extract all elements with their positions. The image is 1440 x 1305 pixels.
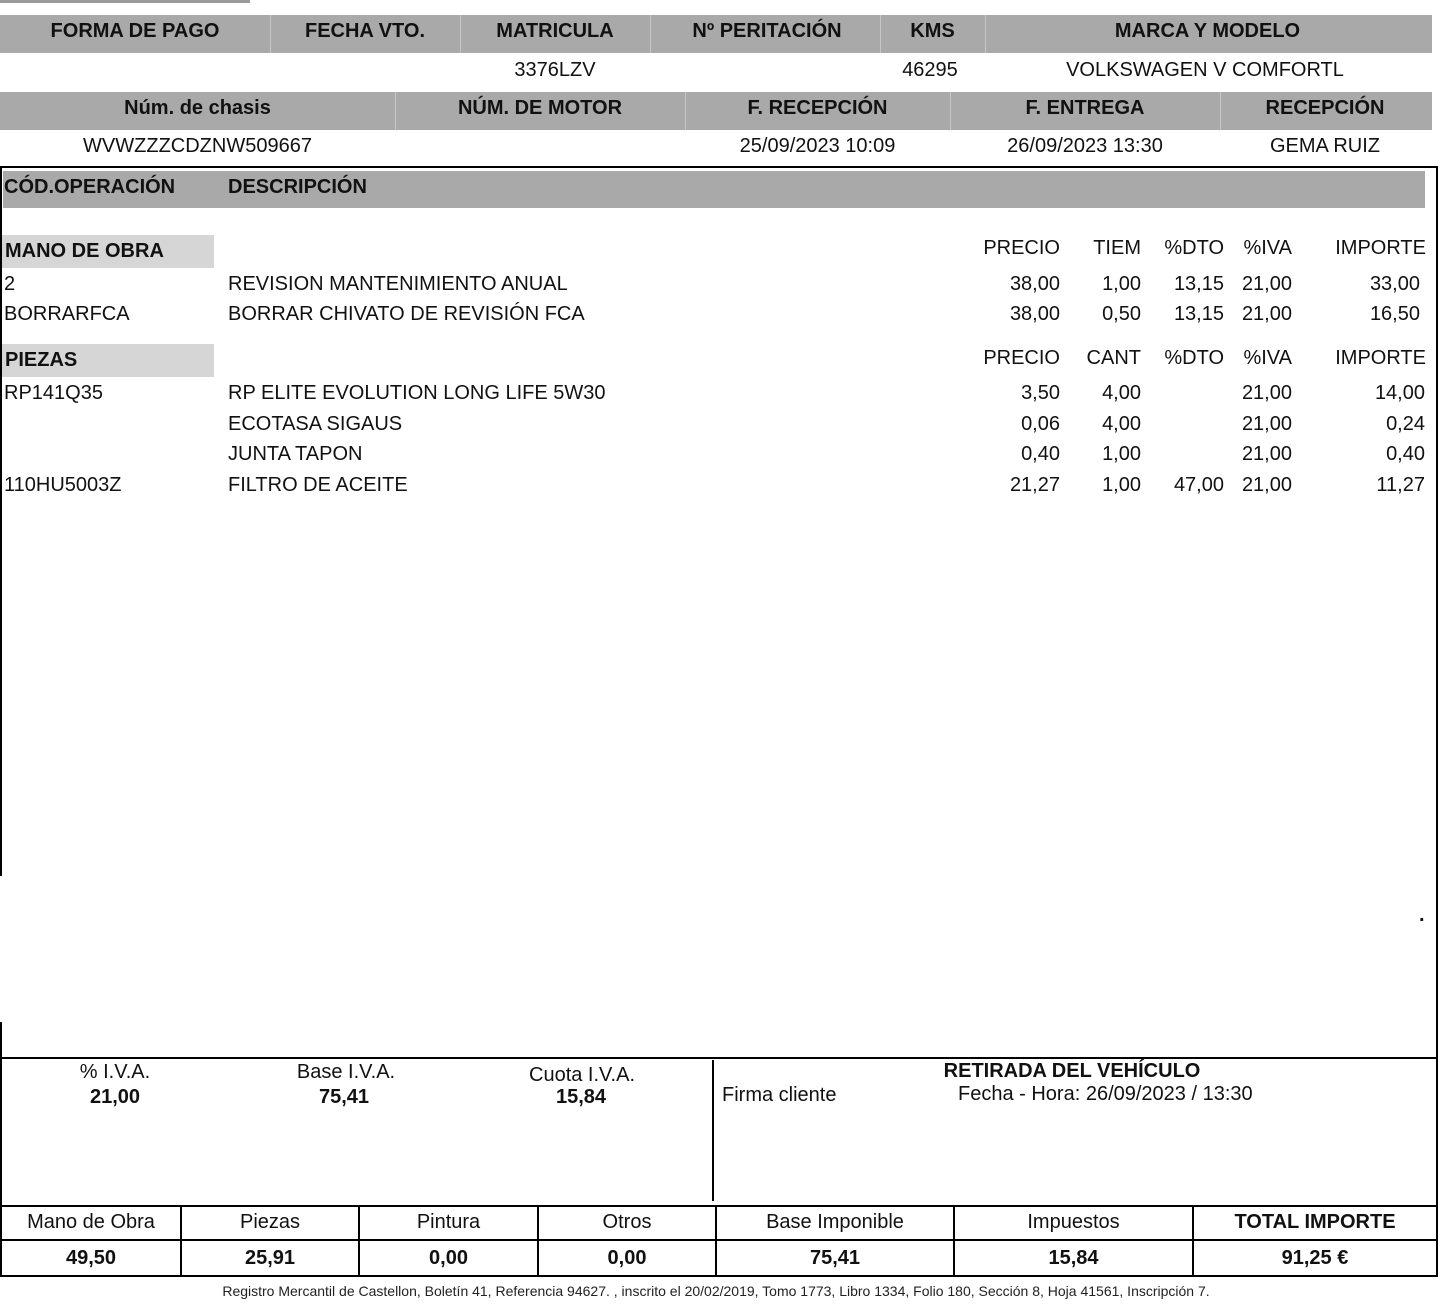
vat-pct-label: % I.V.A. — [79, 1061, 151, 1083]
part-code: 110HU5003Z — [4, 474, 122, 496]
vat-value: 21,00 — [1241, 443, 1292, 465]
grand-total-value: 91,25 € — [1281, 1247, 1349, 1269]
operation-code: 2 — [4, 273, 16, 295]
amount-value: 16,50 — [1369, 303, 1420, 325]
vat-value: 21,00 — [1241, 273, 1292, 295]
summary-right-rule — [1436, 1057, 1438, 1207]
summary-top-rule — [0, 1057, 1438, 1059]
parts-amount-header: IMPORTE — [1335, 347, 1426, 369]
plate-value: 3376LZV — [514, 59, 596, 81]
vat-value: 21,00 — [1241, 382, 1292, 404]
body-frame-left — [0, 1022, 2, 1058]
chassis-label: Núm. de chasis — [124, 97, 271, 119]
taxes-label: Impuestos — [1027, 1211, 1120, 1233]
body-frame-right — [1436, 166, 1438, 1058]
labor-total-label: Mano de Obra — [27, 1211, 155, 1233]
time-value: 1,00 — [1102, 273, 1141, 295]
totals-right-rule — [1436, 1205, 1438, 1277]
engine-number-label: NÚM. DE MOTOR — [457, 97, 623, 119]
taxable-base-value: 75,41 — [809, 1247, 861, 1269]
operation-description: BORRAR CHIVATO DE REVISIÓN FCA — [228, 303, 585, 325]
qty-value: 1,00 — [1102, 443, 1141, 465]
make-model-label: MARCA Y MODELO — [1114, 20, 1301, 42]
header-divider — [650, 15, 651, 53]
registry-footer: Registro Mercantil de Castellon, Boletín 41, Referencia 94627. , inscrito el 20/02/2019, Tomo 1773, Libro 1334, Folio 180, Sección 8, Hoja 41561, Inscripción 7. — [222, 1283, 1210, 1299]
part-code: RP141Q35 — [4, 382, 103, 404]
pickup-title: RETIRADA DEL VEHÍCULO — [943, 1060, 1201, 1082]
vat-quota-label: Cuota I.V.A. — [529, 1064, 635, 1086]
parts-section-title: PIEZAS — [2, 344, 214, 377]
price-value: 38,00 — [1009, 303, 1060, 325]
discount-value: 13,15 — [1173, 273, 1224, 295]
amount-value: 11,27 — [1376, 474, 1425, 496]
vat-base-label: Base I.V.A. — [296, 1061, 396, 1083]
grand-total-label: TOTAL IMPORTE — [1234, 1211, 1396, 1233]
description-header: DESCRIPCIÓN — [228, 176, 367, 198]
amount-value: 0,24 — [1386, 413, 1425, 435]
summary-left-rule — [0, 1057, 2, 1207]
body-frame-top — [0, 166, 1438, 168]
parts-total-label: Piezas — [239, 1211, 301, 1233]
totals-bottom-rule — [0, 1275, 1438, 1277]
payment-method-label: FORMA DE PAGO — [50, 20, 220, 42]
reception-date-label: F. RECEPCIÓN — [747, 97, 888, 119]
parts-qty-header: CANT — [1086, 347, 1141, 369]
plate-label: MATRICULA — [496, 20, 614, 42]
part-description: JUNTA TAPON — [228, 443, 363, 465]
vat-pct-value: 21,00 — [89, 1086, 141, 1108]
labor-total-value: 49,50 — [65, 1247, 117, 1269]
discount-value: 47,00 — [1173, 474, 1224, 496]
top-stub-rule — [0, 0, 250, 3]
totals-top-rule — [0, 1205, 1438, 1207]
vat-value: 21,00 — [1241, 413, 1292, 435]
labor-vat-header: %IVA — [1243, 237, 1292, 259]
qty-value: 1,00 — [1102, 474, 1141, 496]
kms-value: 46295 — [902, 59, 958, 81]
summary-divider — [712, 1060, 714, 1201]
parts-discount-header: %DTO — [1164, 347, 1224, 369]
labor-amount-header: IMPORTE — [1335, 237, 1426, 259]
vat-value: 21,00 — [1241, 474, 1292, 496]
other-total-label: Otros — [602, 1211, 652, 1233]
vat-base-value: 75,41 — [318, 1086, 370, 1108]
labor-price-header: PRECIO — [983, 237, 1060, 259]
kms-label: KMS — [910, 20, 955, 42]
body-frame-left — [0, 166, 2, 876]
pickup-datetime: Fecha - Hora: 26/09/2023 / 13:30 — [958, 1083, 1253, 1105]
part-description: ECOTASA SIGAUS — [228, 413, 403, 435]
part-description: RP ELITE EVOLUTION LONG LIFE 5W30 — [228, 382, 606, 404]
receptionist-value: GEMA RUIZ — [1269, 135, 1380, 157]
parts-vat-header: %IVA — [1243, 347, 1292, 369]
labor-discount-header: %DTO — [1164, 237, 1224, 259]
qty-value: 4,00 — [1102, 413, 1141, 435]
price-value: 3,50 — [1021, 382, 1060, 404]
receptionist-label: RECEPCIÓN — [1265, 97, 1385, 119]
price-value: 38,00 — [1009, 273, 1060, 295]
amount-value: 33,00 — [1369, 273, 1420, 295]
taxes-value: 15,84 — [1048, 1247, 1099, 1269]
amount-value: 14,00 — [1374, 382, 1425, 404]
discount-value: 13,15 — [1173, 303, 1224, 325]
due-date-label: FECHA VTO. — [304, 20, 425, 42]
paint-total-value: 0,00 — [429, 1247, 468, 1269]
stray-dot: . — [1419, 904, 1425, 926]
price-value: 0,40 — [1021, 443, 1060, 465]
labor-time-header: TIEM — [1093, 237, 1141, 259]
time-value: 0,50 — [1102, 303, 1141, 325]
taxable-base-label: Base Imponible — [766, 1211, 904, 1233]
reception-date-value: 25/09/2023 10:09 — [739, 135, 896, 157]
price-value: 21,27 — [1009, 474, 1060, 496]
appraisal-number-label: Nº PERITACIÓN — [692, 20, 842, 42]
qty-value: 4,00 — [1102, 382, 1141, 404]
amount-value: 0,40 — [1386, 443, 1425, 465]
vat-quota-value: 15,84 — [555, 1086, 607, 1108]
operations-header-band — [3, 171, 1425, 208]
make-model-value: VOLKSWAGEN V COMFORTL — [1066, 59, 1344, 81]
parts-total-value: 25,91 — [244, 1247, 296, 1269]
operation-code: BORRARFCA — [4, 303, 130, 325]
other-total-value: 0,00 — [607, 1247, 647, 1269]
signature-label[interactable]: Firma cliente — [722, 1084, 837, 1106]
part-description: FILTRO DE ACEITE — [228, 474, 408, 496]
vat-value: 21,00 — [1241, 303, 1292, 325]
totals-mid-rule — [0, 1239, 1438, 1241]
operation-code-header: CÓD.OPERACIÓN — [4, 176, 176, 198]
delivery-date-value: 26/09/2023 13:30 — [1007, 135, 1163, 157]
delivery-date-label: F. ENTREGA — [1025, 97, 1145, 119]
chassis-value: WVWZZZCDZNW509667 — [83, 135, 312, 157]
paint-total-label: Pintura — [416, 1211, 481, 1233]
parts-price-header: PRECIO — [983, 347, 1060, 369]
price-value: 0,06 — [1021, 413, 1060, 435]
operation-description: REVISION MANTENIMIENTO ANUAL — [228, 273, 568, 295]
labor-section-title: MANO DE OBRA — [2, 235, 214, 268]
